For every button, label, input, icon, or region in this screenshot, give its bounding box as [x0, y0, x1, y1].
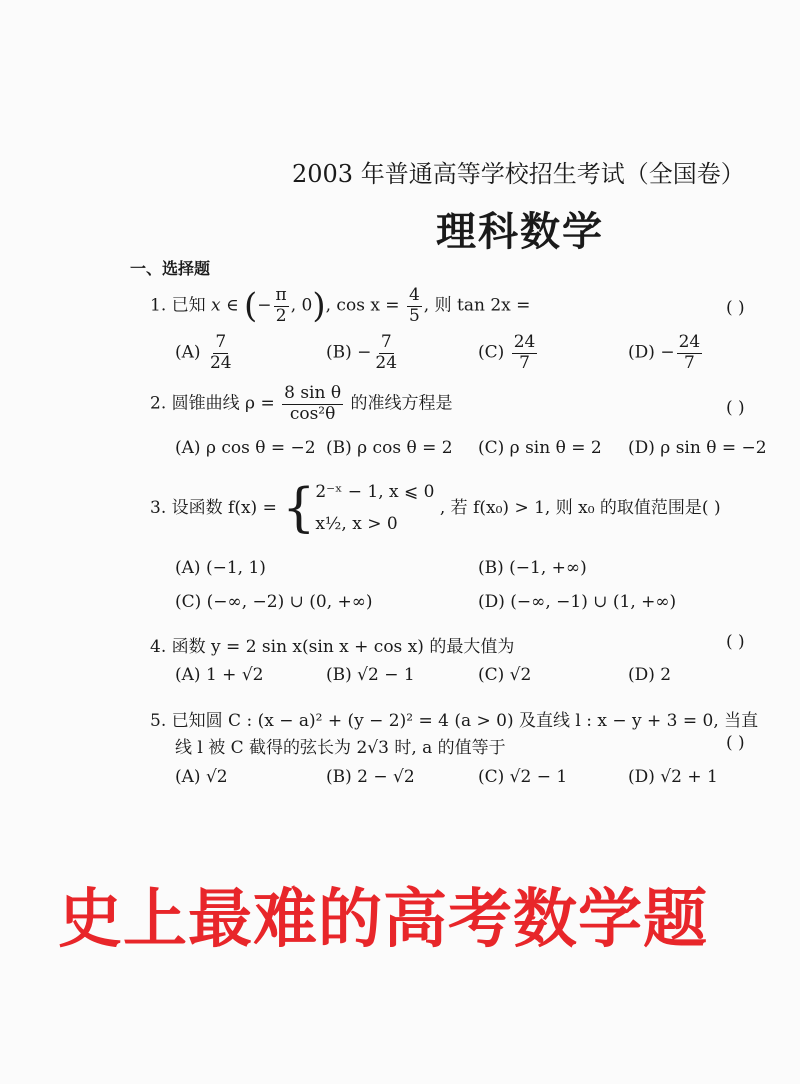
fraction-denominator: 24 — [375, 352, 398, 373]
fraction-denominator: 24 — [209, 352, 232, 373]
fraction — [208, 333, 234, 373]
question-3 — [150, 476, 721, 541]
fraction-denominator: 7 — [683, 352, 695, 373]
fraction — [512, 333, 538, 373]
question-number: 4. — [150, 637, 167, 657]
question-text: 设函数 f(x) = — [171, 497, 277, 518]
caption-banner: 史上最难的高考数学题 — [58, 883, 708, 957]
question-number: 5. — [150, 711, 167, 731]
option-a — [175, 333, 236, 373]
option-c: (C) ρ sin θ = 2 — [478, 438, 602, 458]
option-a: (A) √2 — [175, 767, 228, 787]
option-b: (B) √2 − 1 — [326, 665, 415, 685]
option-label: (A) — [175, 342, 201, 363]
math-text: − — [257, 295, 272, 316]
option-label: (D) — [628, 342, 655, 363]
math-text: , 则 tan 2x = — [423, 295, 531, 316]
question-4 — [150, 632, 514, 657]
question-text: 函数 y = 2 sin x(sin x + cos x) 的最大值为 — [171, 637, 515, 657]
question-text: , 若 f(x₀) > 1, 则 x₀ 的取值范围是( ) — [439, 497, 721, 518]
fraction-denominator: 5 — [408, 305, 420, 326]
option-c — [478, 333, 539, 373]
option-d: (D) √2 + 1 — [628, 767, 718, 787]
fraction-denominator: 2 — [275, 305, 287, 326]
option-c: (C) (−∞, −2) ∪ (0, +∞) — [175, 592, 373, 612]
left-brace-icon: { — [282, 478, 316, 539]
piecewise-cases — [315, 476, 434, 541]
fraction — [373, 333, 399, 373]
option-label: (B) — [326, 342, 352, 363]
fraction-numerator: 24 — [513, 332, 536, 352]
question-5-continued: 线 l 被 C 截得的弦长为 2√3 时, a 的值等于 — [175, 738, 506, 758]
question-text: 圆锥曲线 ρ = — [171, 393, 275, 414]
question-1 — [150, 286, 530, 326]
math-text: , cos x = — [325, 295, 400, 316]
case-1: 2⁻ˣ − 1, x ⩽ 0 — [315, 482, 435, 502]
question-number: 1. — [150, 295, 167, 316]
fraction-numerator: π — [275, 285, 287, 305]
subject-title: 理科数学 — [436, 209, 604, 255]
answer-blank: ( ) — [726, 632, 745, 652]
left-paren-icon: ( — [244, 286, 258, 327]
option-d: (D) ρ sin θ = −2 — [628, 438, 767, 458]
fraction-numerator: 4 — [408, 285, 420, 305]
option-label: (C) — [478, 342, 505, 363]
math-text: , 0 — [290, 295, 313, 316]
fraction-denominator: cos²θ — [289, 403, 336, 424]
right-paren-icon: ) — [312, 286, 326, 327]
option-d — [628, 333, 704, 373]
fraction-numerator: 8 sin θ — [284, 383, 342, 403]
fraction — [407, 286, 422, 326]
fraction-numerator: 7 — [215, 332, 227, 352]
math-text: − — [660, 342, 675, 363]
answer-blank: ( ) — [726, 733, 745, 753]
answer-blank: ( ) — [726, 298, 745, 318]
fraction-numerator: 7 — [380, 332, 392, 352]
answer-blank: ( ) — [726, 398, 745, 418]
question-text: 的准线方程是 — [350, 393, 453, 414]
math-text: x ∈ — [211, 295, 239, 316]
fraction — [282, 384, 343, 424]
question-text: 已知圆 C : (x − a)² + (y − 2)² = 4 (a > 0) 及直线 l : x − y + 3 = 0, 当直 — [171, 711, 759, 731]
question-text: 已知 — [171, 295, 206, 316]
option-a: (A) ρ cos θ = −2 — [175, 438, 316, 458]
option-d: (D) (−∞, −1) ∪ (1, +∞) — [478, 592, 677, 612]
section-heading: 一、选择题 — [130, 259, 211, 278]
case-2: x½, x > 0 — [315, 514, 398, 535]
option-a: (A) 1 + √2 — [175, 665, 264, 685]
option-d: (D) 2 — [628, 665, 672, 685]
math-text: − — [357, 342, 372, 363]
question-number: 3. — [150, 497, 167, 518]
option-c: (C) √2 − 1 — [478, 767, 568, 787]
option-b — [326, 333, 401, 373]
exam-title: 2003 年普通高等学校招生考试（全国卷） — [292, 160, 745, 188]
question-2 — [150, 384, 452, 424]
option-b: (B) ρ cos θ = 2 — [326, 438, 453, 458]
fraction-denominator: 7 — [519, 352, 530, 373]
option-c: (C) √2 — [478, 665, 532, 685]
fraction — [274, 286, 289, 326]
fraction-numerator: 24 — [678, 332, 701, 352]
question-5 — [150, 706, 758, 731]
fraction — [677, 333, 703, 373]
option-b: (B) (−1, +∞) — [478, 558, 587, 578]
option-b: (B) 2 − √2 — [326, 767, 415, 787]
option-a: (A) (−1, 1) — [175, 558, 266, 578]
question-number: 2. — [150, 393, 167, 414]
